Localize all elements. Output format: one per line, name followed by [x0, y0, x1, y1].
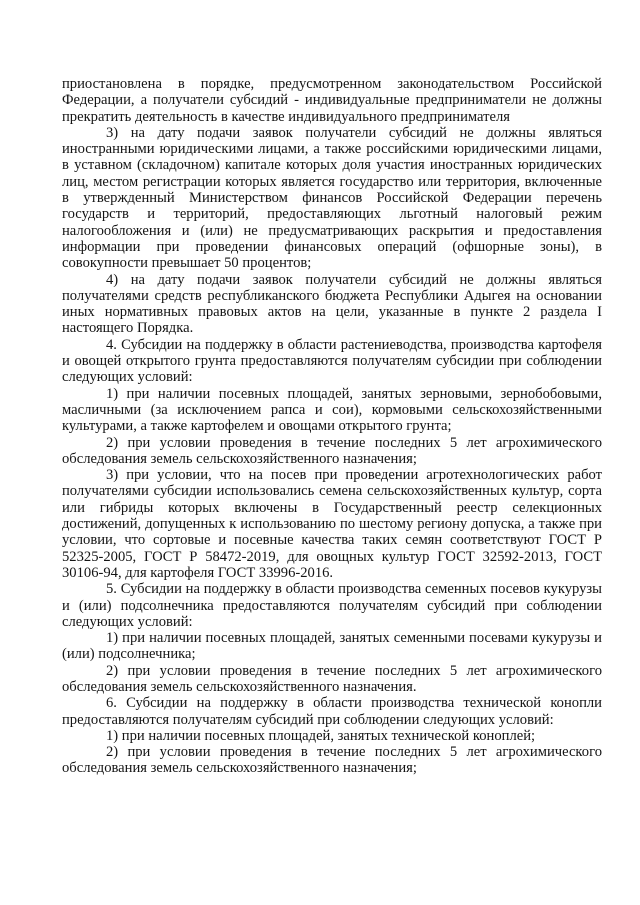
paragraph-item-4-budget-recipients: 4) на дату подачи заявок получатели субсидий не должны являться получателями средств республиканского бюджета Республики Адыгея на основании иных нормативных правовых актов на цели, указанные в пункте 2 раздела I настоящего Порядка.	[62, 271, 602, 337]
paragraph-section-6: 6. Субсидии на поддержку в области производства технической конопли предоставляются получателям субсидий при соблюдении следующих условий:	[62, 695, 602, 728]
paragraph-section-4: 4. Субсидии на поддержку в области растениеводства, производства картофеля и овощей открытого грунта предоставляются получателям субсидии при соблюдении следующих условий:	[62, 336, 602, 386]
document-page	[62, 76, 602, 777]
paragraph-section-4-item-2: 2) при условии проведения в течение последних 5 лет агрохимического обследования земель сельскохозяйственного назначения;	[62, 434, 602, 467]
paragraph-section-6-item-1: 1) при наличии посевных площадей, занятых технической коноплей;	[106, 727, 536, 744]
paragraph-section-5-item-1: 1) при наличии посевных площадей, занятых семенными посевами кукурузы и (или) подсолнечника;	[62, 630, 602, 663]
paragraph-section-4-item-3: 3) при условии, что на посев при проведении агротехнологических работ получателями субсидии использовались семена сельскохозяйственных культур, сорта или гибриды которых включены в Государственный реестр селекционных достижений, допущенных к использованию по шестому региону допуска, а также при условии, что сортовые и посевные качества таких семян соответствуют ГОСТ Р 52325-2005, ГОСТ Р 58472-2019, для овощных культур ГОСТ 32592-2013, ГОСТ 30106-94, для картофеля ГОСТ 33996-2016.	[62, 467, 602, 581]
paragraph-section-6-item-2: 2) при условии проведения в течение последних 5 лет агрохимического обследования земель сельскохозяйственного назначения;	[62, 744, 602, 777]
paragraph-section-5-item-2: 2) при условии проведения в течение последних 5 лет агрохимического обследования земель сельскохозяйственного назначения.	[62, 662, 602, 695]
paragraph-continuation: приостановлена в порядке, предусмотренном законодательством Российской Федерации, а получатели субсидий - индивидуальные предприниматели не должны прекратить деятельность в качестве индивидуального предпринимателя	[62, 76, 602, 125]
paragraph-section-5: 5. Субсидии на поддержку в области производства семенных посевов кукурузы и (или) подсолнечника предоставляются получателям субсидий при соблюдении следующих условий:	[62, 581, 602, 630]
paragraph-section-4-item-1: 1) при наличии посевных площадей, занятых зерновыми, зернобобовыми, масличными (за исключением рапса и сои), кормовыми сельскохозяйственными культурами, а также картофелем и овощами открытого грунта;	[62, 385, 602, 435]
paragraph-item-3-foreign-entities: 3) на дату подачи заявок получатели субсидий не должны являться иностранными юридическими лицами, а также российскими юридическими лицами, в уставном (складочном) капитале которых доля участия иностранных юридических лиц, местом регистрации которых является государство или территория, включенные в утвержденный Министерством финансов Российской Федерации перечень государств и территорий, предоставляющих льготный налоговый режим налогообложения и (или) не предусматривающих раскрытия и предоставления информации при проведении финансовых операций (офшорные зоны), в совокупности превышает 50 процентов;	[62, 124, 602, 272]
